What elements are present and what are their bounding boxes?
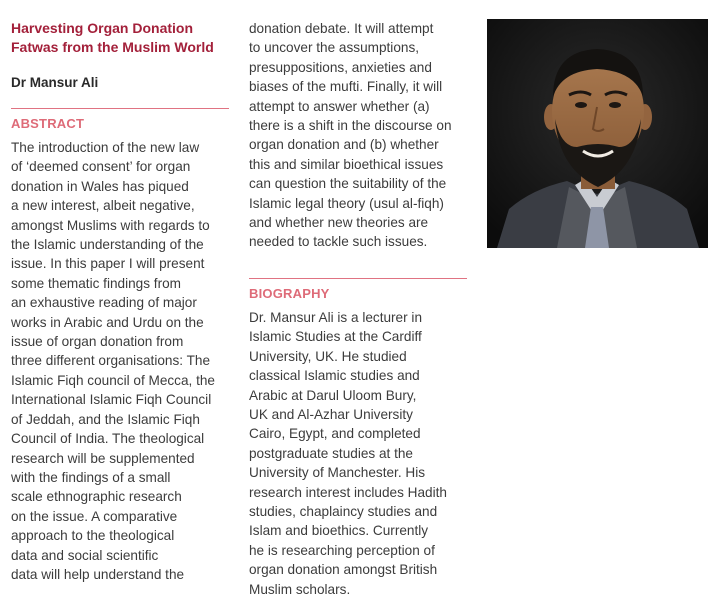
abstract-body (11, 138, 229, 584)
abstract-line: scale ethnographic research (11, 489, 182, 505)
abstract-line: and whether new theories are (249, 215, 429, 231)
abstract-line: the Islamic understanding of the (11, 237, 204, 253)
abstract-line: needed to tackle such issues. (249, 234, 428, 250)
abstract-line: Islamic legal theory (usul al-fiqh) (249, 195, 444, 211)
biography-heading: BIOGRAPHY (249, 285, 330, 301)
biography-line: Islam and bioethics. Currently (249, 523, 429, 539)
abstract-line: of ‘deemed consent’ for organ (11, 159, 191, 175)
abstract-line: attempt to answer whether (a) (249, 98, 430, 114)
article-title (11, 19, 229, 57)
abstract-line: data will help understand the (11, 566, 185, 582)
abstract-line: Islamic Fiqh council of Mecca, the (11, 372, 215, 388)
portrait-image (487, 19, 708, 248)
abstract-line: an exhaustive reading of major (11, 295, 197, 311)
biography-line: postgraduate studies at the (249, 445, 413, 461)
abstract-line: there is a shift in the discourse on (249, 118, 452, 134)
abstract-body-continued (249, 19, 467, 252)
abstract-line: on the issue. A comparative (11, 508, 178, 524)
biography-line: Arabic at Darul Uloom Bury, (249, 387, 417, 403)
abstract-line: biases of the mufti. Finally, it will (249, 79, 443, 95)
abstract-line: three different organisations: The (11, 353, 211, 369)
author-name: Dr Mansur Ali (11, 75, 99, 90)
biography-line: Muslim scholars. (249, 581, 351, 597)
abstract-line: approach to the theological (11, 528, 175, 544)
abstract-line: donation debate. It will attempt (249, 21, 434, 36)
article-title-line: Fatwas from the Muslim World (11, 39, 214, 55)
abstract-line: amongst Muslims with regards to (11, 217, 210, 233)
abstract-line: this and similar bioethical issues (249, 156, 444, 172)
biography-line: University of Manchester. His (249, 465, 426, 481)
biography-line: UK and Al-Azhar University (249, 406, 413, 422)
abstract-line: a new interest, albeit negative, (11, 198, 195, 214)
article-title-line: Harvesting Organ Donation (11, 20, 194, 36)
abstract-line: works in Arabic and Urdu on the (11, 314, 204, 330)
abstract-line: with the findings of a small (11, 469, 171, 485)
biography-body (249, 308, 467, 599)
abstract-line: donation in Wales has piqued (11, 178, 189, 194)
biography-line: organ donation amongst British (249, 562, 438, 578)
section-divider (11, 108, 229, 109)
biography-line: Cairo, Egypt, and completed (249, 426, 421, 442)
biography-line: University, UK. He studied (249, 348, 407, 364)
abstract-line: The introduction of the new law (11, 140, 200, 155)
biography-line: studies, chaplaincy studies and (249, 503, 438, 519)
abstract-heading: ABSTRACT (11, 116, 85, 131)
abstract-line: of Jeddah, and the Islamic Fiqh (11, 411, 200, 427)
abstract-line: Council of India. The theological (11, 431, 205, 447)
biography-line: Dr. Mansur Ali is a lecturer in (249, 309, 423, 325)
left-column (11, 19, 229, 584)
abstract-line: issue. In this paper I will present (11, 256, 205, 272)
biography-line: he is researching perception of (249, 542, 435, 558)
abstract-line: data and social scientific (11, 547, 159, 563)
middle-column (249, 19, 467, 599)
biography-line: classical Islamic studies and (249, 368, 420, 384)
abstract-line: some thematic findings from (11, 275, 181, 291)
abstract-line: research will be supplemented (11, 450, 195, 466)
abstract-line: International Islamic Fiqh Council (11, 392, 212, 408)
abstract-line: presuppositions, anxieties and (249, 59, 432, 75)
biography-line: Islamic Studies at the Cardiff (249, 329, 422, 345)
abstract-line: issue of organ donation from (11, 334, 184, 350)
section-divider (249, 278, 467, 279)
abstract-line: to uncover the assumptions, (249, 40, 420, 56)
abstract-line: organ donation and (b) whether (249, 137, 439, 153)
author-portrait (487, 19, 708, 248)
biography-line: research interest includes Hadith (249, 484, 447, 500)
abstract-line: can question the suitability of the (249, 176, 447, 192)
